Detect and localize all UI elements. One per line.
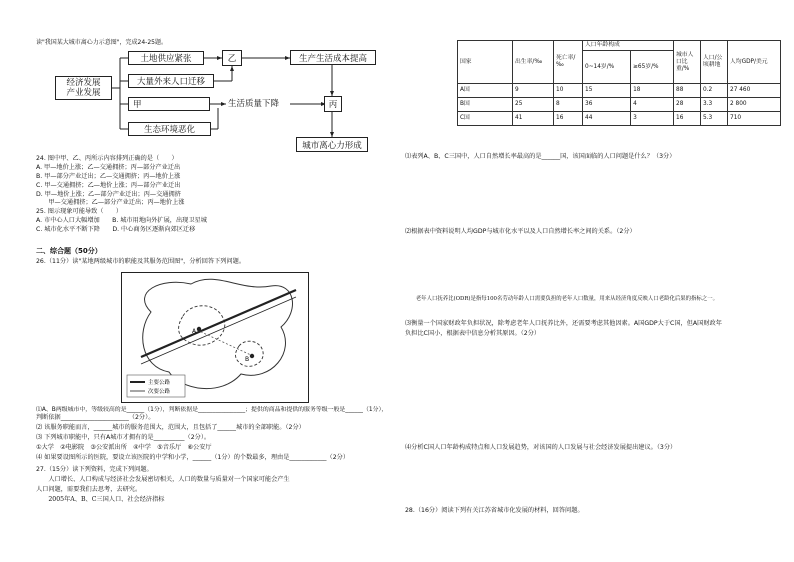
city-a-marker xyxy=(197,327,201,331)
q26-part1: ⑴A、B两级城市中，等级较高的是______（1分），判断依据是________________；提供的商品和提供的服务等级一般是______（1分）， xyxy=(36,407,388,413)
q27-part4: ⑷分析C国人口年龄构成特点和人口发展趋势，对该国的人口发展与社会经济发展提出建议。（3分） xyxy=(405,444,677,451)
box-migration: 大量外来人口迁移 xyxy=(128,74,214,88)
cell: 88 xyxy=(674,84,701,98)
q24-option-c: C. 甲—交通拥挤；乙—地价上涨；丙—部分产业迁出 xyxy=(36,182,181,189)
city-b-label: B xyxy=(245,356,250,363)
th-death-rate: 死亡率/‰ xyxy=(554,41,583,84)
table-row xyxy=(458,112,781,126)
q24-option-a: A. 甲—地价上涨；乙—交通拥挤；丙—部分产业迁出 xyxy=(36,164,181,171)
cell: B国 xyxy=(458,98,513,112)
q27-text2: 人口问题，需要我们去思考，去研究。 xyxy=(36,486,142,493)
cell: 710 xyxy=(728,112,781,126)
box-economic-development xyxy=(55,76,112,100)
box-bing: 丙 xyxy=(324,96,342,112)
q25-option-ab: A. 市中心人口大幅增加 B. 城市用地向外扩展，出现卫星城 xyxy=(36,217,207,224)
cell: 4 xyxy=(631,98,674,112)
diagram-intro: 读"我国某大城市离心力示意图"，完成24-25题。 xyxy=(36,39,167,46)
q26-part1b: 判断依据______________________（2分）。 xyxy=(36,414,155,421)
q26-part3: ⑶ 下列城市职能中，只有A城市才拥有的是__________（2分）。 xyxy=(36,434,211,441)
q27-part1: ⑴表列A、B、C三国中，人口自然增长率最高的是______国，该国面临的人口问题是什么？（3分） xyxy=(405,153,676,160)
table-row xyxy=(458,84,781,98)
q27-part3b: 负担比C国小，根据表中信息分析其原因。（2分） xyxy=(405,330,541,337)
box-jia: 甲 xyxy=(128,97,210,111)
cell: 36 xyxy=(583,98,631,112)
th-country: 国家 xyxy=(458,41,513,84)
cell: 28 xyxy=(674,98,701,112)
q26-part2: ⑵ 该服务职能而言，______城市的服务范围大，范围大，且包括了______城市的全部职能。（2分） xyxy=(36,424,305,431)
q25-stem: 25. 图示现象可能导致（ ） xyxy=(36,208,123,215)
cell: 18 xyxy=(631,84,674,98)
th-pop-per-ha: 人口/公顷耕地 xyxy=(701,41,728,84)
cell: 41 xyxy=(513,112,554,126)
th-age-0-14: 0~14岁/% xyxy=(583,51,631,84)
q26-part3-options: ①大学 ②电影院 ③公安派出所 ④中学 ⑤音乐厅 ⑥公安厅 xyxy=(36,444,212,451)
cell: A国 xyxy=(458,84,513,98)
cell: 3 xyxy=(631,112,674,126)
cell: 15 xyxy=(583,84,631,98)
th-urban-ratio: 城市人口比重/% xyxy=(674,41,701,84)
cell: 16 xyxy=(674,112,701,126)
cell: 8 xyxy=(554,98,583,112)
table-row xyxy=(458,98,781,112)
q26-part4: ⑷ 如果要设图所示的医院，要设立该医院的中学和小学，______（1分）的个数最多，理由是____________（2分） xyxy=(36,454,350,461)
th-birth-rate: 出生率/‰ xyxy=(513,41,554,84)
q24-option-d: D. 甲—地价上涨；乙—部分产业迁出；丙—交通拥挤 xyxy=(36,191,181,198)
q27-part2: ⑵根据表中资料说明人均GDP与城市化水平以及人口自然增长率之间的关系。（2分） xyxy=(405,228,636,235)
label-quality-decline: 生活质量下降 xyxy=(228,99,280,109)
legend-minor-road: 次要公路 xyxy=(148,389,171,395)
q27-stem: 27.（15分）读下列资料，完成下列问题。 xyxy=(36,466,153,473)
q25-option-cd: C. 城市化水平不断下降 D. 中心商务区逐渐向郊区迁移 xyxy=(36,226,196,233)
city-b-marker xyxy=(250,354,254,358)
cell: 25 xyxy=(513,98,554,112)
cell: C国 xyxy=(458,112,513,126)
cell: 10 xyxy=(554,84,583,98)
section-comprehensive: 二、综合题（50分） xyxy=(36,247,102,255)
cell: 16 xyxy=(554,112,583,126)
q28-stem: 28.（16分）阅读下列有关江苏省城市化发展的材料，回答问题。 xyxy=(405,507,584,514)
q24-option-b: B. 甲—部分产业迁出；乙—交通拥挤；丙—地价上涨 xyxy=(36,173,181,180)
th-gdp-per-capita: 人均GDP/美元 xyxy=(728,41,781,84)
city-a-label: A xyxy=(192,328,197,335)
box-economic-line1: 经济发展 xyxy=(66,78,101,88)
box-land-shortage: 土地供应紧张 xyxy=(128,51,204,65)
city-service-map xyxy=(121,272,309,403)
legend-major-road: 主要公路 xyxy=(148,380,171,386)
cell: 0.2 xyxy=(701,84,728,98)
box-ecology: 生态环境恶化 xyxy=(128,122,211,136)
population-table xyxy=(457,40,781,126)
q24-stem: 24. 图中甲、乙、丙所示内容排列正确的是（ ） xyxy=(36,155,178,162)
cell: 3.3 xyxy=(701,98,728,112)
cell: 9 xyxy=(513,84,554,98)
th-age-structure: 人口年龄构成 xyxy=(583,41,674,51)
cell: 2 800 xyxy=(728,98,781,112)
box-result: 城市离心力形成 xyxy=(296,137,368,152)
cell: 5.3 xyxy=(701,112,728,126)
q27-text1: 人口增长、人口构成与经济社会发展密切相关，人口的数量与质量对一个国家可能会产生 xyxy=(36,476,290,483)
odr-definition: 老年人口抚养比(ODR)是指每100名劳动年龄人口需要负担的老年人口数量，用来从经济角度反映人口老龄化后果的指标之一。 xyxy=(405,296,718,302)
th-age-65: ≥65岁/% xyxy=(631,51,674,84)
q24-option-e: 甲—交通拥挤；乙—部分产业迁出；丙—地价上涨 xyxy=(36,199,185,206)
q26-stem: 26.（11分）读"某地两级城市的职能及其服务范围图"，分析回答下列问题。 xyxy=(36,258,246,265)
cell: 27 460 xyxy=(728,84,781,98)
box-economic-line2: 产业发展 xyxy=(66,88,101,98)
q27-table-title: 2005年A、B、C三国人口、社会经济指标 xyxy=(36,496,165,503)
box-cost-increase: 生产生活成本提高 xyxy=(290,50,376,65)
cell: 44 xyxy=(583,112,631,126)
box-yi: 乙 xyxy=(222,50,242,66)
q27-part3: ⑶衡量一个国家财政年负担状况，除考虑老年人口抚养比外，还需要考虑其他因素。A国GDP大于C国，但A国财政年 xyxy=(405,320,722,327)
